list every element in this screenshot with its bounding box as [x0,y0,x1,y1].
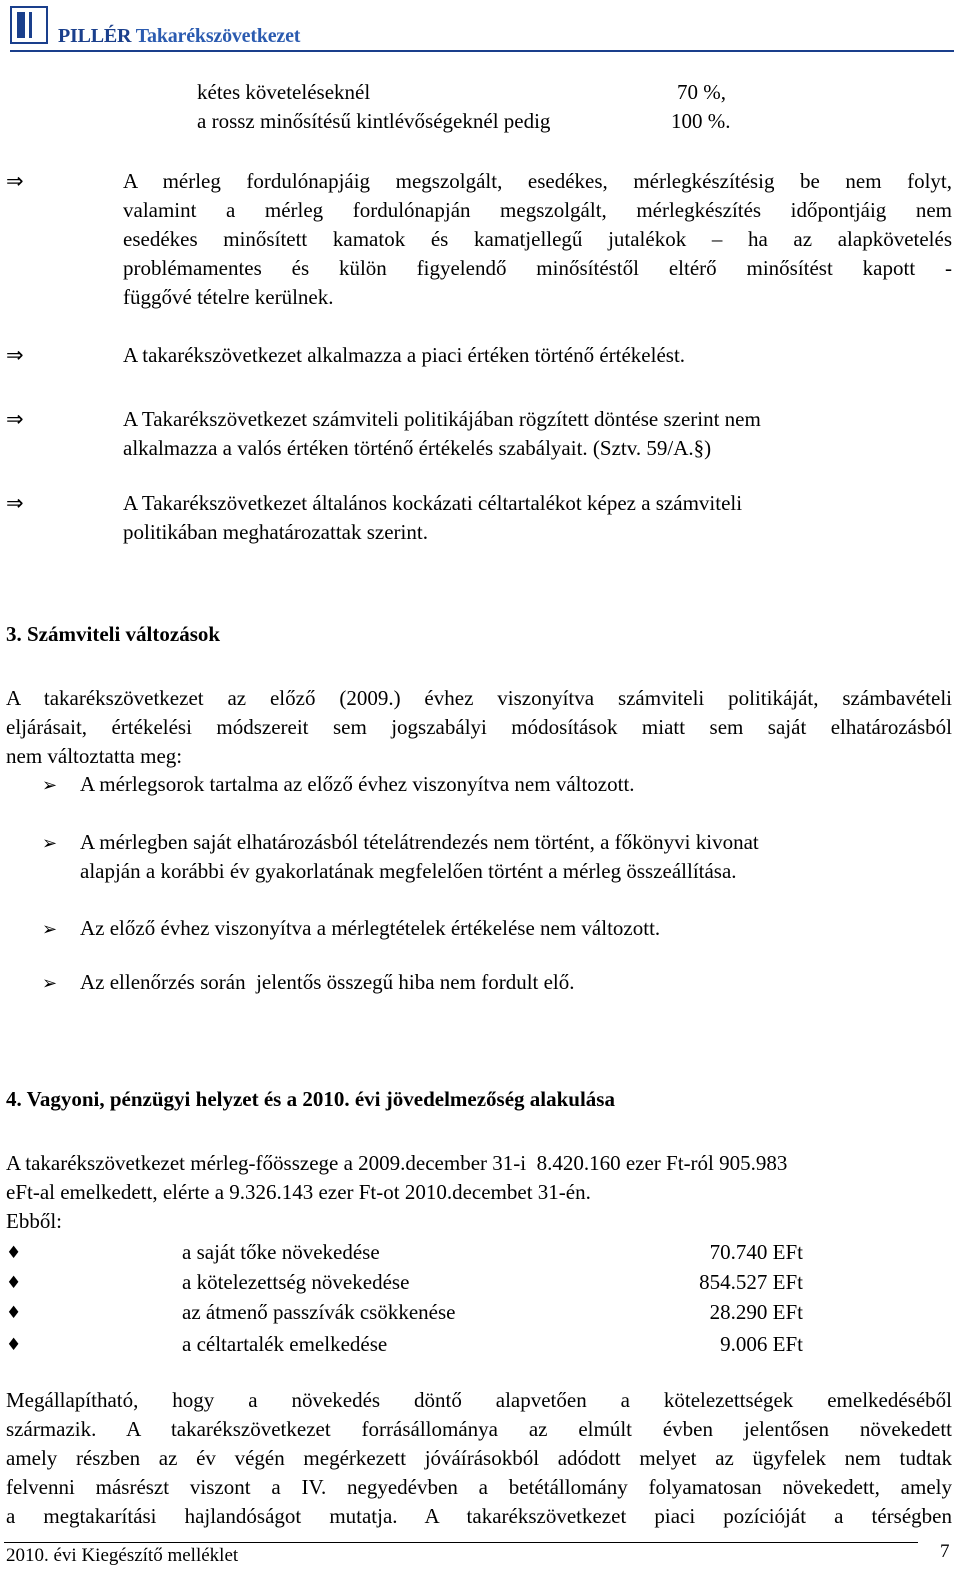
text-line: függővé tételre kerülnek. [123,285,334,309]
brand-sub: Takarékszövetkezet [135,25,301,47]
text-line: A takarékszövetkezet az előző (2009.) évhez viszonyítva számviteli politikáját, számbavételi [6,686,952,710]
brand-main: PILLÉR [58,25,132,47]
closing-paragraph [6,1386,952,1531]
rate-label: a rossz minősítésű kintlévőségeknél pedig [197,109,551,133]
diamond-bullet-icon: ♦ [6,1243,22,1263]
list-item: Az ellenőrzés során jelentős összegű hiba nem fordult elő. [80,970,575,994]
text-line: Ebből: [6,1209,62,1233]
arrow-bullet-icon: ⇒ [6,169,24,193]
diamond-bullet-icon: ♦ [6,1273,22,1293]
breakdown-value: 9.006 EFt [720,1332,803,1356]
section-title: 3. Számviteli változások [6,622,221,646]
footer-title: 2010. évi Kiegészítő melléklet [6,1545,239,1566]
rate-value: 100 %. [671,109,731,133]
section-intro [6,684,952,771]
breakdown-label: a saját tőke növekedése [182,1240,380,1264]
arrow-bullet-icon: ⇒ [6,343,24,367]
text-line: felvenni másrészt viszont a IV. negyedévben a betétállomány folyamatosan növekedett, amely [6,1475,952,1499]
breakdown-value: 28.290 EFt [709,1300,803,1324]
text-line: A mérleg fordulónapjáig megszolgált, esedékes, mérlegkészítésig be nem folyt, [123,169,952,193]
breakdown-label: az átmenő passzívák csökkenése [182,1300,456,1324]
text-line: esedékes minősített kamatok és kamatjellegű jutalékok – ha az alapkövetelés [123,227,952,251]
page-header [6,4,954,48]
text-line: valamint a mérleg fordulónapján megszolgált, mérlegkészítés időpontjáig nem [123,198,952,222]
diamond-bullet-icon: ♦ [6,1335,22,1355]
text-line: a megtakarítási hajlandóságot mutatja. A takarékszövetkezet piaci pozícióját a térségben [6,1504,952,1528]
text-line: eljárásait, értékelési módszereit sem jogszabályi módosítások miatt sem saját elhatározásból [6,715,952,739]
rate-label: kétes követeléseknél [197,80,371,104]
text-line: A Takarékszövetkezet általános kockázati céltartalékot képez a számviteli [123,491,743,515]
header-divider [10,50,954,52]
text-line: nem változtatta meg: [6,744,183,768]
section-intro [6,1149,938,1236]
triangle-bullet-icon: ➢ [42,775,58,796]
text-line: alapján a korábbi év gyakorlatának megfelelően történt a mérleg összeállítása. [80,859,737,883]
arrow-item [123,405,883,463]
text-line: problémamentes és külön figyelendő minősítéstől eltérő minősítést kapott - [123,256,952,280]
breakdown-value: 854.527 EFt [699,1270,803,1294]
text-line: politikában meghatározattak szerint. [123,520,428,544]
arrow-item [123,167,952,312]
rate-value: 70 %, [677,80,726,104]
breakdown-label: a kötelezettség növekedése [182,1270,410,1294]
text-line: alkalmazza a valós értéken történő értékelés szabályait. (Sztv. 59/A.§) [123,436,712,460]
piller-logo-icon [10,6,48,44]
breakdown-label: a céltartalék emelkedése [182,1332,388,1356]
list-item: A mérlegsorok tartalma az előző évhez viszonyítva nem változott. [80,772,635,796]
section-title: 4. Vagyoni, pénzügyi helyzet és a 2010. évi jövedelmezőség alakulása [6,1087,615,1111]
arrow-item [123,489,883,547]
text-line: A mérlegben saját elhatározásból tételátrendezés nem történt, a főkönyvi kivonat [80,830,759,854]
text-line: amely részben az év végén megérkezett jóváírásokból adódott melyet az ügyfelek nem tudtak [6,1446,952,1470]
triangle-bullet-icon: ➢ [42,919,58,940]
text-line: származik. A takarékszövetkezet forrásállománya az elmúlt évben jelentősen növekedett [6,1417,952,1441]
breakdown-value: 70.740 EFt [709,1240,803,1264]
brand-name [58,22,300,51]
text-line: A Takarékszövetkezet számviteli politikájában rögzített döntése szerint nem [123,407,761,431]
text-line: Megállapítható, hogy a növekedés döntő alapvetően a kötelezettségek emelkedéséből [6,1388,952,1412]
page-number: 7 [940,1541,950,1562]
text-line: A takarékszövetkezet mérleg-főösszege a 2009.december 31-i 8.420.160 ezer Ft-ról 905.983 [6,1151,788,1175]
arrow-bullet-icon: ⇒ [6,491,24,515]
arrow-item: A takarékszövetkezet alkalmazza a piaci értéken történő értékelést. [123,343,686,367]
list-item [80,828,900,886]
arrow-bullet-icon: ⇒ [6,407,24,431]
triangle-bullet-icon: ➢ [42,833,58,854]
list-item: Az előző évhez viszonyítva a mérlegtételek értékelése nem változott. [80,916,661,940]
text-line: eFt-al emelkedett, elérte a 9.326.143 ezer Ft-ot 2010.decembet 31-én. [6,1180,591,1204]
diamond-bullet-icon: ♦ [6,1303,22,1323]
triangle-bullet-icon: ➢ [42,973,58,994]
